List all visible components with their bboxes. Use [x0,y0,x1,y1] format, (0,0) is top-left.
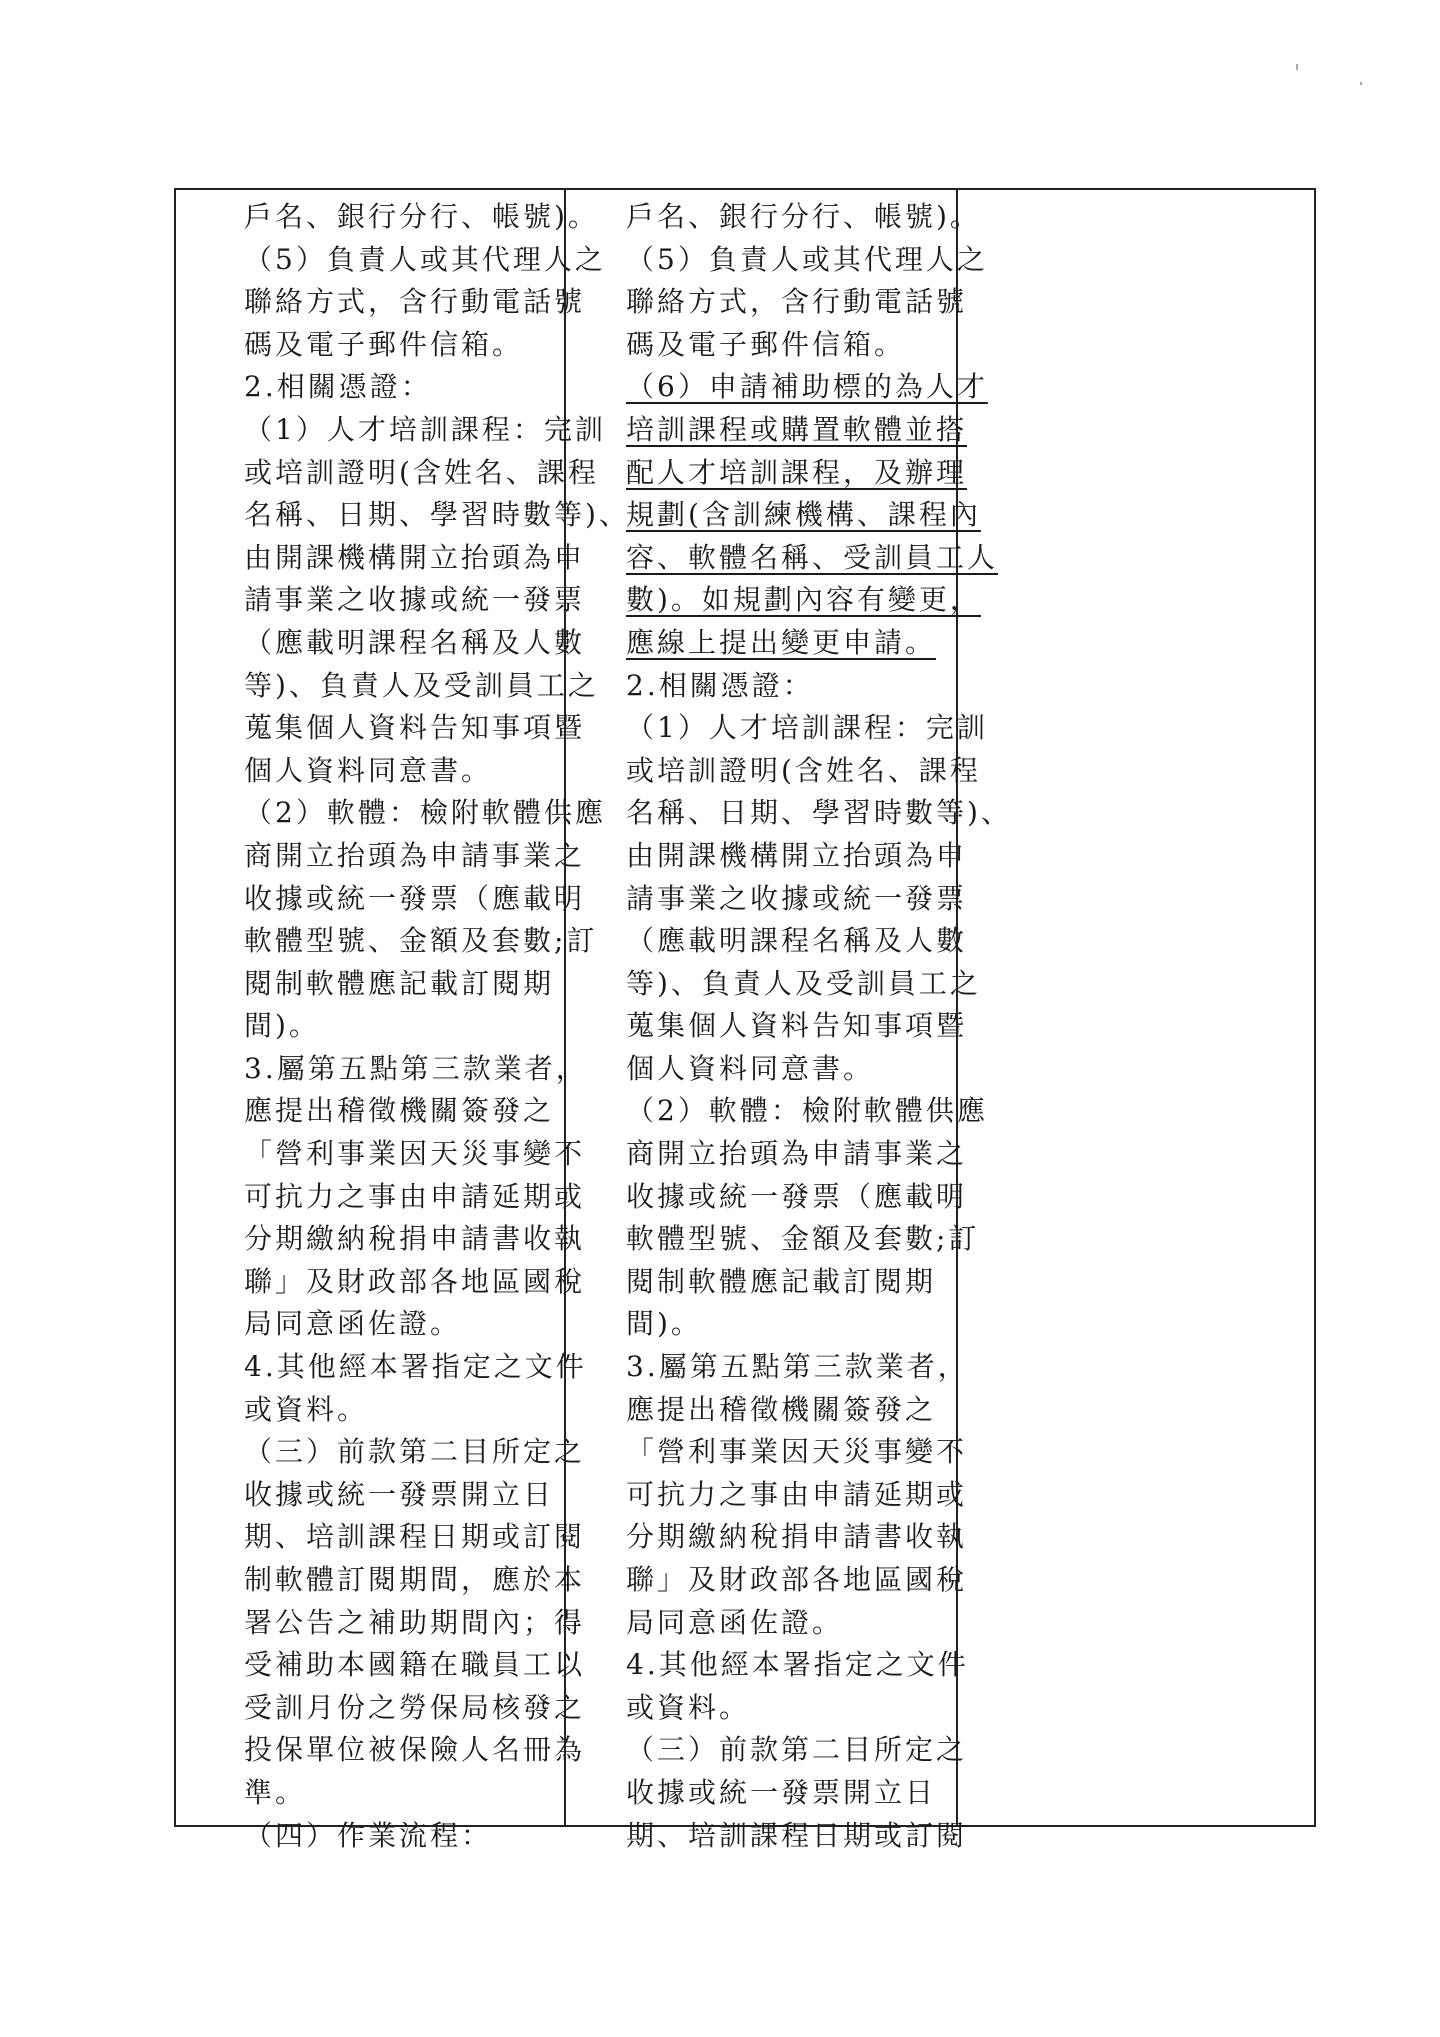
text-line: 蒐集個人資料告知事項暨 [244,711,586,745]
text-line: 戶名、銀行分行、帳號)。 [626,200,981,233]
text-line: 應提出稽徵機關簽發之 [626,1392,937,1426]
amended-underlined-lines [626,366,999,664]
text-line: （5）負責人或其代理人之 [626,242,988,276]
text-line: 商開立抬頭為申請事業之 [244,838,586,872]
text-line: 戶名、銀行分行、帳號)。 [244,200,599,233]
text-line: 等)、負責人及受訓員工之 [244,668,599,702]
text-line: 容、軟體名稱、受訓員工人 [626,540,999,574]
text-line: 個人資料同意書。 [244,753,493,787]
text-line: 由開課機構開立抬頭為申 [244,540,586,574]
text-line: 蒐集個人資料告知事項暨 [626,1009,968,1043]
text-line: 規劃(含訓練機構、課程內 [626,498,981,532]
text-line: 個人資料同意書。 [626,1051,875,1085]
text-line: 「營利事業因天災事變不 [244,1137,586,1171]
text-line: 請事業之收據或統一發票 [244,583,586,617]
text-line: 應提出稽徵機關簽發之 [244,1094,555,1128]
text-line: 名稱、日期、學習時數等)、 [626,796,1012,830]
text-line: 期、培訓課程日期或訂閱 [626,1818,968,1852]
text-line: 收據或統一發票（應載明 [244,881,586,915]
text-line: （2）軟體：檢附軟體供應 [626,1094,988,1128]
text-line: （應載明課程名稱及人數 [244,625,586,659]
text-line: 數)。如規劃內容有變更， [626,583,981,617]
text-line: 商開立抬頭為申請事業之 [626,1137,968,1171]
text-line: 可抗力之事由申請延期或 [626,1477,968,1511]
text-line: 2.相關憑證： [244,370,432,404]
text-line: 碼及電子郵件信箱。 [244,327,524,361]
text-line: （5）負責人或其代理人之 [244,242,606,276]
text-line: （1）人才培訓課程：完訓 [244,412,606,446]
text-line: 碼及電子郵件信箱。 [626,327,906,361]
text-line: 期、培訓課程日期或訂閱 [244,1520,586,1554]
scan-speck [1296,64,1298,70]
text-line: 或培訓證明(含姓名、課程 [626,753,981,787]
text-line: 局同意函佐證。 [626,1605,844,1639]
text-line: 可抗力之事由申請延期或 [244,1179,586,1213]
text-line: 培訓課程或購置軟體並搭 [626,412,968,446]
text-line: 等)、負責人及受訓員工之 [626,966,981,1000]
text-line: 聯絡方式，含行動電話號 [626,285,968,319]
text-line: 或培訓證明(含姓名、課程 [244,455,599,489]
text-line: （四）作業流程： [244,1818,493,1852]
notes-column [958,190,1314,1825]
text-line: 由開課機構開立抬頭為申 [626,838,968,872]
text-line: 收據或統一發票開立日 [626,1775,937,1809]
comparison-table [174,188,1316,1852]
text-line: 投保單位被保險人名冊為 [244,1733,586,1767]
text-line: 或資料。 [244,1392,369,1426]
text-line: 4.其他經本署指定之文件 [626,1648,969,1682]
amended-text-column [566,190,1012,1852]
text-line: 「營利事業因天災事變不 [626,1435,968,1469]
text-line: 聯」及財政部各地區國稅 [626,1563,968,1596]
text-line: （三）前款第二目所定之 [626,1733,968,1767]
text-line: 聯絡方式，含行動電話號 [244,285,586,319]
text-line: 4.其他經本署指定之文件 [244,1350,587,1384]
text-line: 3.屬第五點第三款業者， [244,1051,587,1085]
text-line: 收據或統一發票開立日 [244,1477,555,1511]
text-line: （三）前款第二目所定之 [244,1435,586,1469]
text-line: 配人才培訓課程，及辦理 [626,455,968,489]
original-text-column [176,190,630,1852]
amended-lines-after [626,665,1012,1858]
text-line: 受訓月份之勞保局核發之 [244,1690,586,1724]
text-line: 受補助本國籍在職員工以 [244,1648,586,1682]
text-line: （應載明課程名稱及人數 [626,924,968,958]
text-line: （2）軟體：檢附軟體供應 [244,796,606,830]
text-line: 間)。 [626,1307,702,1341]
text-line: 名稱、日期、學習時數等)、 [244,498,630,532]
text-line: 應線上提出變更申請。 [626,625,937,659]
text-line: 閱制軟體應記載訂閱期 [244,966,555,1000]
text-line: （1）人才培訓課程：完訓 [626,711,988,745]
text-line: 2.相關憑證： [626,668,814,702]
text-line: 準。 [244,1775,307,1809]
text-line: 分期繳納稅捐申請書收執 [626,1520,968,1554]
scan-speck [1360,82,1362,85]
text-line: 制軟體訂閱期間，應於本 [244,1563,586,1596]
amended-lines-before [626,196,988,366]
text-line: 局同意函佐證。 [244,1307,462,1341]
text-line: 間)。 [244,1009,320,1043]
text-line: （6）申請補助標的為人才 [626,370,988,404]
text-line: 署公告之補助期間內；得 [244,1605,586,1639]
text-line: 分期繳納稅捐申請書收執 [244,1222,586,1256]
text-line: 請事業之收據或統一發票 [626,881,968,915]
text-line: 3.屬第五點第三款業者， [626,1350,969,1384]
text-line: 軟體型號、金額及套數;訂 [626,1222,980,1256]
text-line: 軟體型號、金額及套數;訂 [244,924,598,958]
text-line: 聯」及財政部各地區國稅 [244,1264,586,1298]
text-line: 閱制軟體應記載訂閱期 [626,1264,937,1298]
text-line: 收據或統一發票（應載明 [626,1179,968,1213]
text-line: 或資料。 [626,1690,751,1724]
